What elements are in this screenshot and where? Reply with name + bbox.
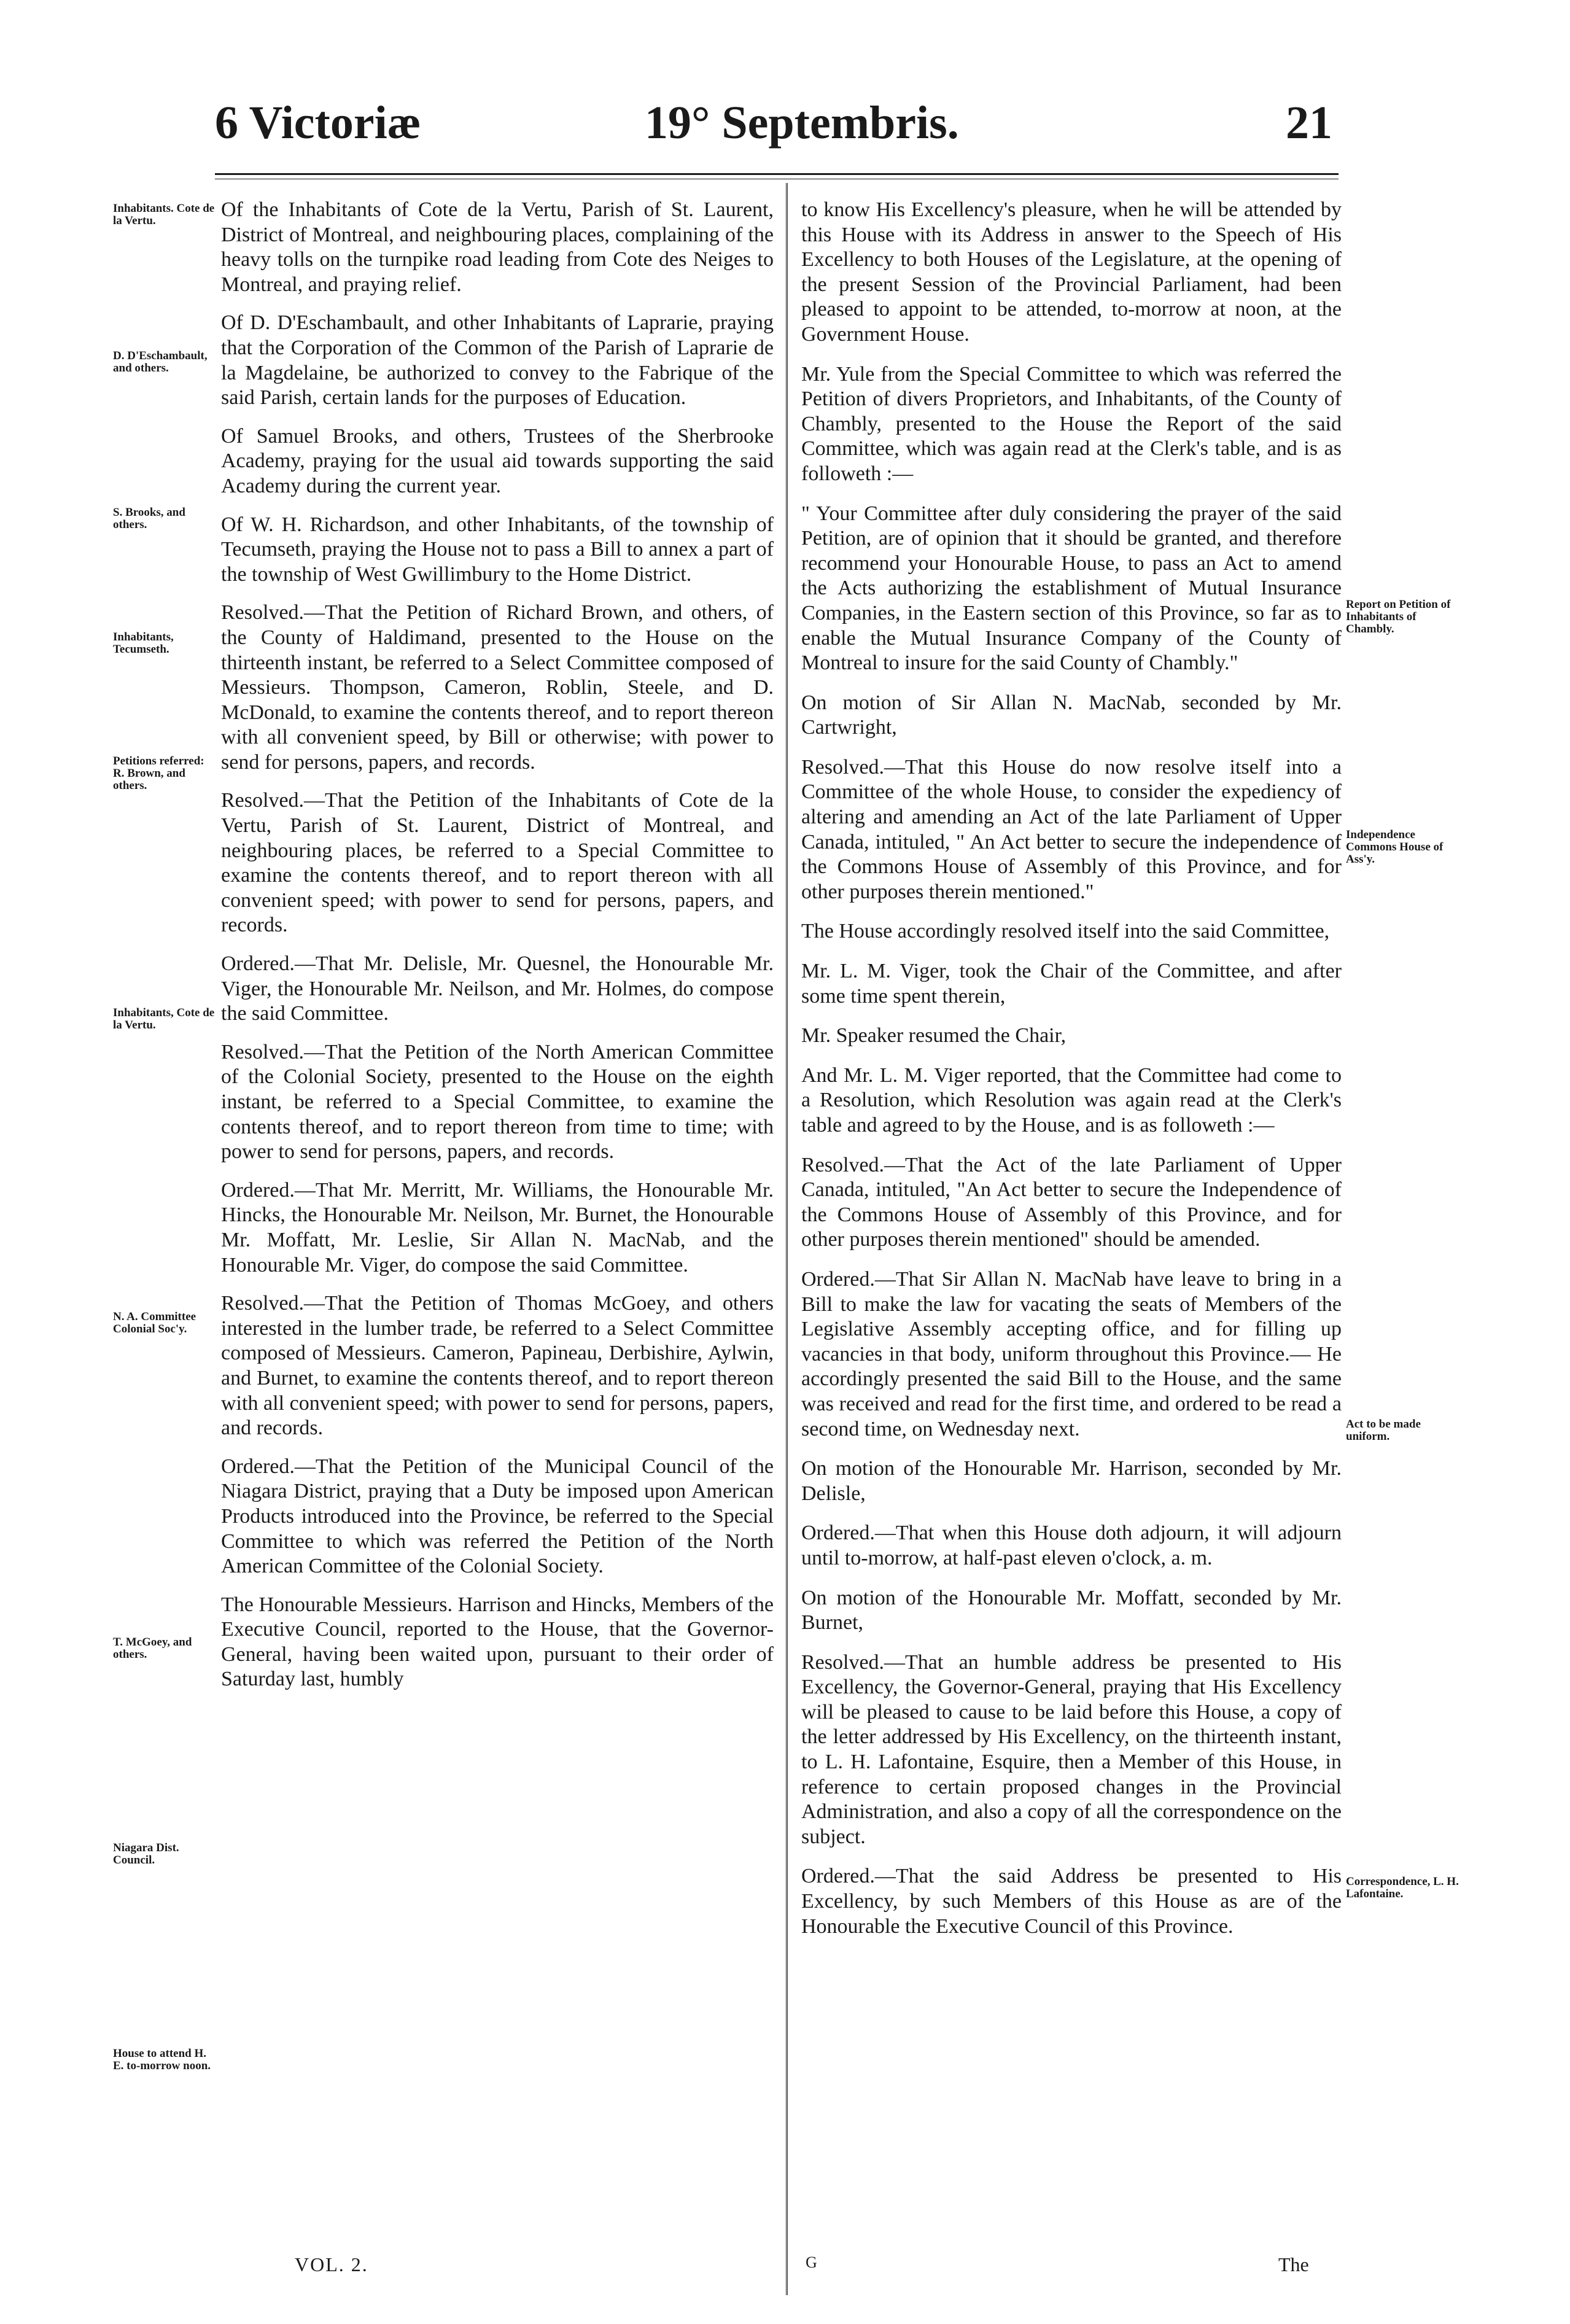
order-address-presented: Ordered.—That the said Address be presented to His Excellency, by such Members of this House as are of the Honourable the Executive Council of this Province. [801,1865,1342,1938]
margin-note: Correspondence, L. H. Lafontaine. [1346,1875,1459,1900]
order-committee-vertu: Ordered.—That Mr. Delisle, Mr. Quesnel, the Honourable Mr. Viger, the Honourable Mr. Neilson, and Mr. Holmes, do compose the said Committee. [221,952,774,1025]
header-date: 19° Septembris. [645,97,959,149]
resolution-brown: Resolved.—That the Petition of Richard Brown, and others, of the County of Haldimand, presented to the House on the thirteenth instant, be referred to a Select Committee composed of Messieurs. Thompson, Cameron, Roblin, Steele, and D. McDonald, to examine the contents thereof, and to report thereon with all convenient speed, by Bill or otherwise; with power to send for persons, papers, and records. [221,601,774,774]
margin-note: S. Brooks, and others. [113,506,185,531]
margin-note: Inhabitants, Cote de la Vertu. [113,1006,215,1032]
viger-reported: And Mr. L. M. Viger reported, that the Committee had come to a Resolution, which Resolution was again read at the Clerk's table and agreed to by the House, and is as followeth :— [801,1063,1342,1137]
margin-note: Niagara Dist. Council. [113,1841,179,1867]
viger-chair: Mr. L. M. Viger, took the Chair of the Committee, and after some time spent therein, [801,960,1342,1008]
page-header [215,92,1339,160]
margin-note: House to attend H. E. to-morrow noon. [113,2047,211,2072]
order-committee-colonial: Ordered.—That Mr. Merritt, Mr. Williams, the Honourable Mr. Hincks, the Honourable Mr. Neilson, Mr. Burnet, the Honourable Mr. Moffatt, Mr. Leslie, Sir Allan N. MacNab, and the Honourable Mr. Viger, do compose the said Committee. [221,1178,774,1277]
header-rule [215,173,1339,175]
order-niagara: Ordered.—That the Petition of the Municipal Council of the Niagara District, praying that a Duty be imposed upon American Products introduced into the Province, be referred to the Special Committee to which was referred the Petition of the North American Committee of the Colonial Society. [221,1455,774,1578]
resolution-act-amended: Resolved.—That the Act of the late Parliament of Upper Canada, intituled, "An Act better to secure the Independence of the Commons House of Assembly of this Province, and for other purposes therein mentioned" should be amended. [801,1153,1342,1251]
margin-note: T. McGoey, and others. [113,1636,192,1661]
left-column [221,198,774,2261]
petition-deschambault: Of D. D'Eschambault, and other Inhabitants of Laprarie, praying that the Corporation of the Common of the Parish of Laprarie de la Magdelaine, be authorized to convey to the Fabrique of the said Parish, certain lands for the purposes of Education. [221,311,774,410]
motion-harrison: On motion of the Honourable Mr. Harrison, seconded by Mr. Delisle, [801,1457,1342,1505]
margin-note: Independence Commons House of Ass'y. [1346,828,1444,866]
resolution-address: Resolved.—That an humble address be presented to His Excellency, the Governor-General, praying that His Excellency will be pleased to cause to be laid before this House, a copy of the letter addressed by His Excellency, on the thirteenth instant, to L. H. Lafontaine, Esquire, then a Member of this House, in reference to certain proposed changes in the Provincial Administration, and also a copy of all the correspondence on the subject. [801,1650,1342,1848]
resolution-colonial-society: Resolved.—That the Petition of the North American Committee of the Colonial Society, presented to the House on the eighth instant, be referred to a Special Committee, to examine the contents thereof, and to report thereon from time to time; with power to send for persons, papers, and records. [221,1040,774,1164]
petition-brooks: Of Samuel Brooks, and others, Trustees of the Sherbrooke Academy, praying for the usual aid towards supporting the said Academy during the current year. [221,424,774,497]
margin-note: Petitions referred: R. Brown, and others. [113,755,204,792]
margin-note: Inhabitants. Cote de la Vertu. [113,202,215,227]
volume-number: VOL. 2. [295,2253,368,2275]
order-adjourn: Ordered.—That when this House doth adjourn, it will adjourn until to-morrow, at half-past eleven o'clock, a. m. [801,1521,1342,1569]
signature-mark: G [806,2253,817,2271]
resolution-committee-whole: Resolved.—That this House do now resolve itself into a Committee of the whole House, to consider the expediency of altering and amending an Act of the late Parliament of Upper Canada, intituled, " An Act better to secure the independence of the Commons House of Assembly of this Province, and for other purposes therein mentioned." [801,755,1342,903]
report-governor-general: The Honourable Messieurs. Harrison and Hincks, Members of the Executive Council, reported to the House, that the Governor-General, having been waited upon, pursuant to their order of Saturday last, humbly [221,1593,774,1691]
house-resolved: The House accordingly resolved itself into the said Committee, [801,920,1330,943]
continued-paragraph: to know His Excellency's pleasure, when he will be attended by this House with its Address in answer to the Speech of His Excellency to both Houses of the Legislature, at the opening of the present Session of the Provincial Parliament, had been pleased to appoint to be attended, to-morrow at noon, at the Government House. [801,198,1342,346]
speaker-resumed: Mr. Speaker resumed the Chair, [801,1024,1067,1047]
column-divider [786,183,788,2295]
page-number: 21 [1286,97,1332,149]
margin-note: Report on Petition of Inhabitants of Chambly. [1346,598,1451,635]
margin-note: D. D'Eschambault, and others. [113,349,208,375]
report-yule: Mr. Yule from the Special Committee to which was referred the Petition of divers Proprietors, and Inhabitants, of the County of Chambly, presented to the House the Report of the said Committee, which was again read at the Clerk's table, and is as followeth :— [801,362,1342,485]
motion-macnab: On motion of Sir Allan N. MacNab, seconded by Mr. Cartwright, [801,691,1342,739]
catchword: The [1278,2253,1309,2275]
resolution-cote-de-la-vertu: Resolved.—That the Petition of the Inhabitants of Cote de la Vertu, Parish of St. Laurent, District of Montreal, and neighbouring places, be referred to a Special Committee to examine the contents thereof, and to report thereon with all convenient speed; with power to send for persons, papers, and records. [221,789,774,937]
petition-cote-de-la-vertu: Of the Inhabitants of Cote de la Vertu, Parish of St. Laurent, District of Montreal, and neighbouring places, complaining of the heavy tolls on the turnpike road leading from Cote des Neiges to Montreal, and praying relief. [221,198,774,296]
right-column [801,198,1342,2261]
margin-note: Act to be made uniform. [1346,1418,1421,1443]
resolution-mcgoey: Resolved.—That the Petition of Thomas McGoey, and others interested in the lumber trade, be referred to a Select Committee composed of Messieurs. Cameron, Papineau, Derbishire, Aylwin, and Burnet, to examine the contents thereof, and to report thereon with all convenient speed; with power to send for persons, papers, and records. [221,1292,774,1440]
committee-report: " Your Committee after duly considering the prayer of the said Petition, are of opinion that it should be granted, and therefore recommend your Honourable House, to pass an Act to amend the Acts authorizing the establishment of Mutual Insurance Companies, in the Eastern section of this Province, so far as to enable the Mutual Insurance Company of the County of Montreal to insure for the said County of Chambly." [801,502,1342,675]
margin-note: Inhabitants, Tecumseth. [113,631,174,656]
margin-note: N. A. Committee Colonial Soc'y. [113,1310,196,1335]
petition-richardson: Of W. H. Richardson, and other Inhabitants, of the township of Tecumseth, praying the House not to pass a Bill to annex a part of the township of West Gwillimbury to the Home District. [221,513,774,586]
header-regnal-year: 6 Victoriæ [215,97,421,149]
order-bill-macnab: Ordered.—That Sir Allan N. MacNab have leave to bring in a Bill to make the law for vacating the seats of Members of the Legislative Assembly accepting office, and for filling up vacancies in that body, uniform throughout this Province.— He accordingly presented the said Bill to the House, and the same was received and read for the first time, and ordered to be read a second time, on Wednesday next. [801,1267,1342,1440]
motion-moffatt: On motion of the Honourable Mr. Moffatt, seconded by Mr. Burnet, [801,1586,1342,1634]
